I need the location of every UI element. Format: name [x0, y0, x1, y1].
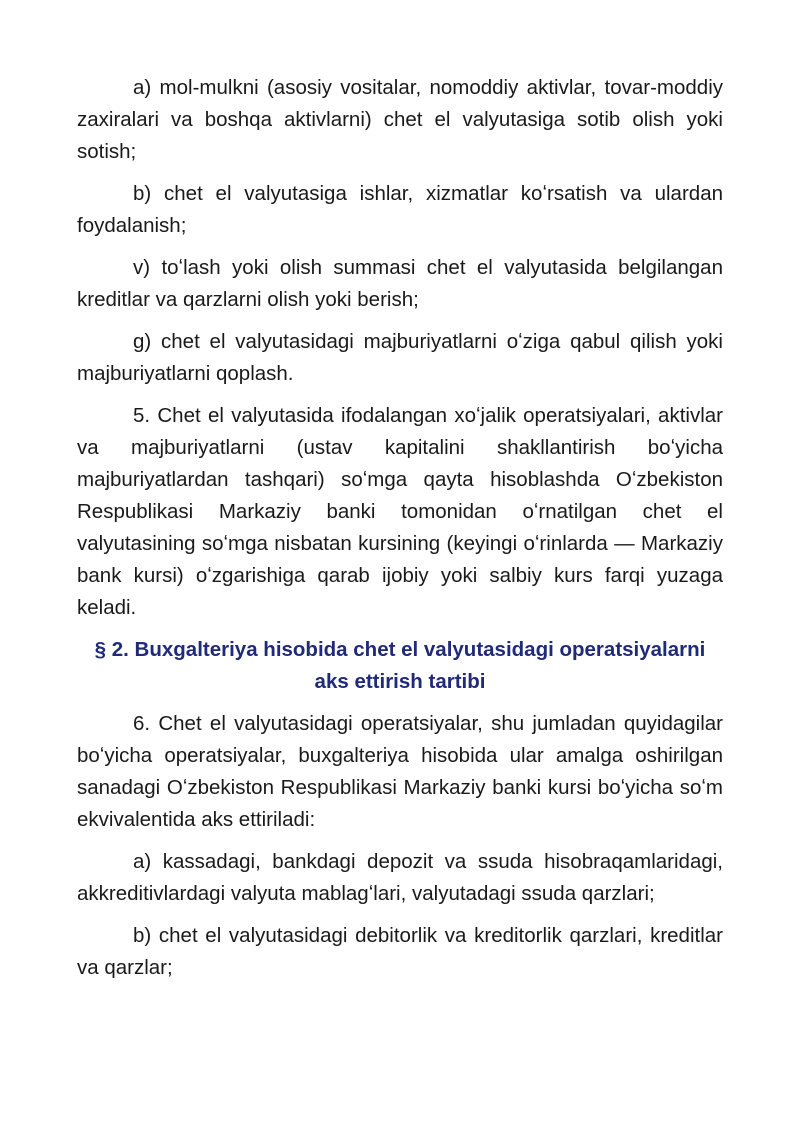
section-heading-line1: § 2. Buxgalteriya hisobida chet el valyutasidagi operatsiyalarni: [94, 638, 706, 661]
paragraph-v-credits: v) toʻlash yoki olish summasi chet el valyutasida belgilangan kreditlar va qarzlarni olish yoki berish;: [77, 256, 723, 311]
section-heading: [77, 634, 723, 698]
paragraph-b-receivables: b) chet el valyutasidagi debitorlik va kreditorlik qarzlari, kreditlar va qarzlar;: [77, 924, 723, 979]
paragraph-a-property: a) mol-mulkni (asosiy vositalar, nomoddiy aktivlar, tovar-moddiy zaxiralari va boshqa aktivlarni) chet el valyutasiga sotib olish yoki sotish;: [77, 76, 723, 163]
document-page: [77, 72, 723, 994]
paragraph-g-obligations: g) chet el valyutasidagi majburiyatlarni oʻziga qabul qilish yoki majburiyatlarni qoplash.: [77, 330, 723, 385]
paragraph-6-operations: 6. Chet el valyutasidagi operatsiyalar, shu jumladan quyidagilar boʻyicha operatsiyalar, buxgalteriya hisobida ular amalga oshirilgan sanadagi Oʻzbekiston Respublikasi Markaziy banki kursi boʻyicha soʻm ekvivalentida aks ettiriladi:: [77, 712, 723, 831]
paragraph-5-exchange-difference: 5. Chet el valyutasida ifodalangan xoʻjalik operatsiyalari, aktivlar va majburiyatlarni (ustav kapitalini shakllantirish boʻyicha majburiyatlardan tashqari) soʻmga qayta hisoblashda Oʻzbekiston Respublikasi Markaziy banki tomonidan oʻrnatilgan chet el valyutasining soʻmga nisbatan kursining (keyingi oʻrinlarda — Markaziy bank kursi) oʻzgarishiga qarab ijobiy yoki salbiy kurs farqi yuzaga keladi.: [77, 404, 723, 619]
paragraph-b-services: b) chet el valyutasiga ishlar, xizmatlar koʻrsatish va ulardan foydalanish;: [77, 182, 723, 237]
section-heading-line2: aks ettirish tartibi: [314, 670, 486, 693]
paragraph-a-cash-funds: a) kassadagi, bankdagi depozit va ssuda hisobraqamlaridagi, akkreditivlardagi valyuta mablagʻlari, valyutadagi ssuda qarzlari;: [77, 850, 723, 905]
